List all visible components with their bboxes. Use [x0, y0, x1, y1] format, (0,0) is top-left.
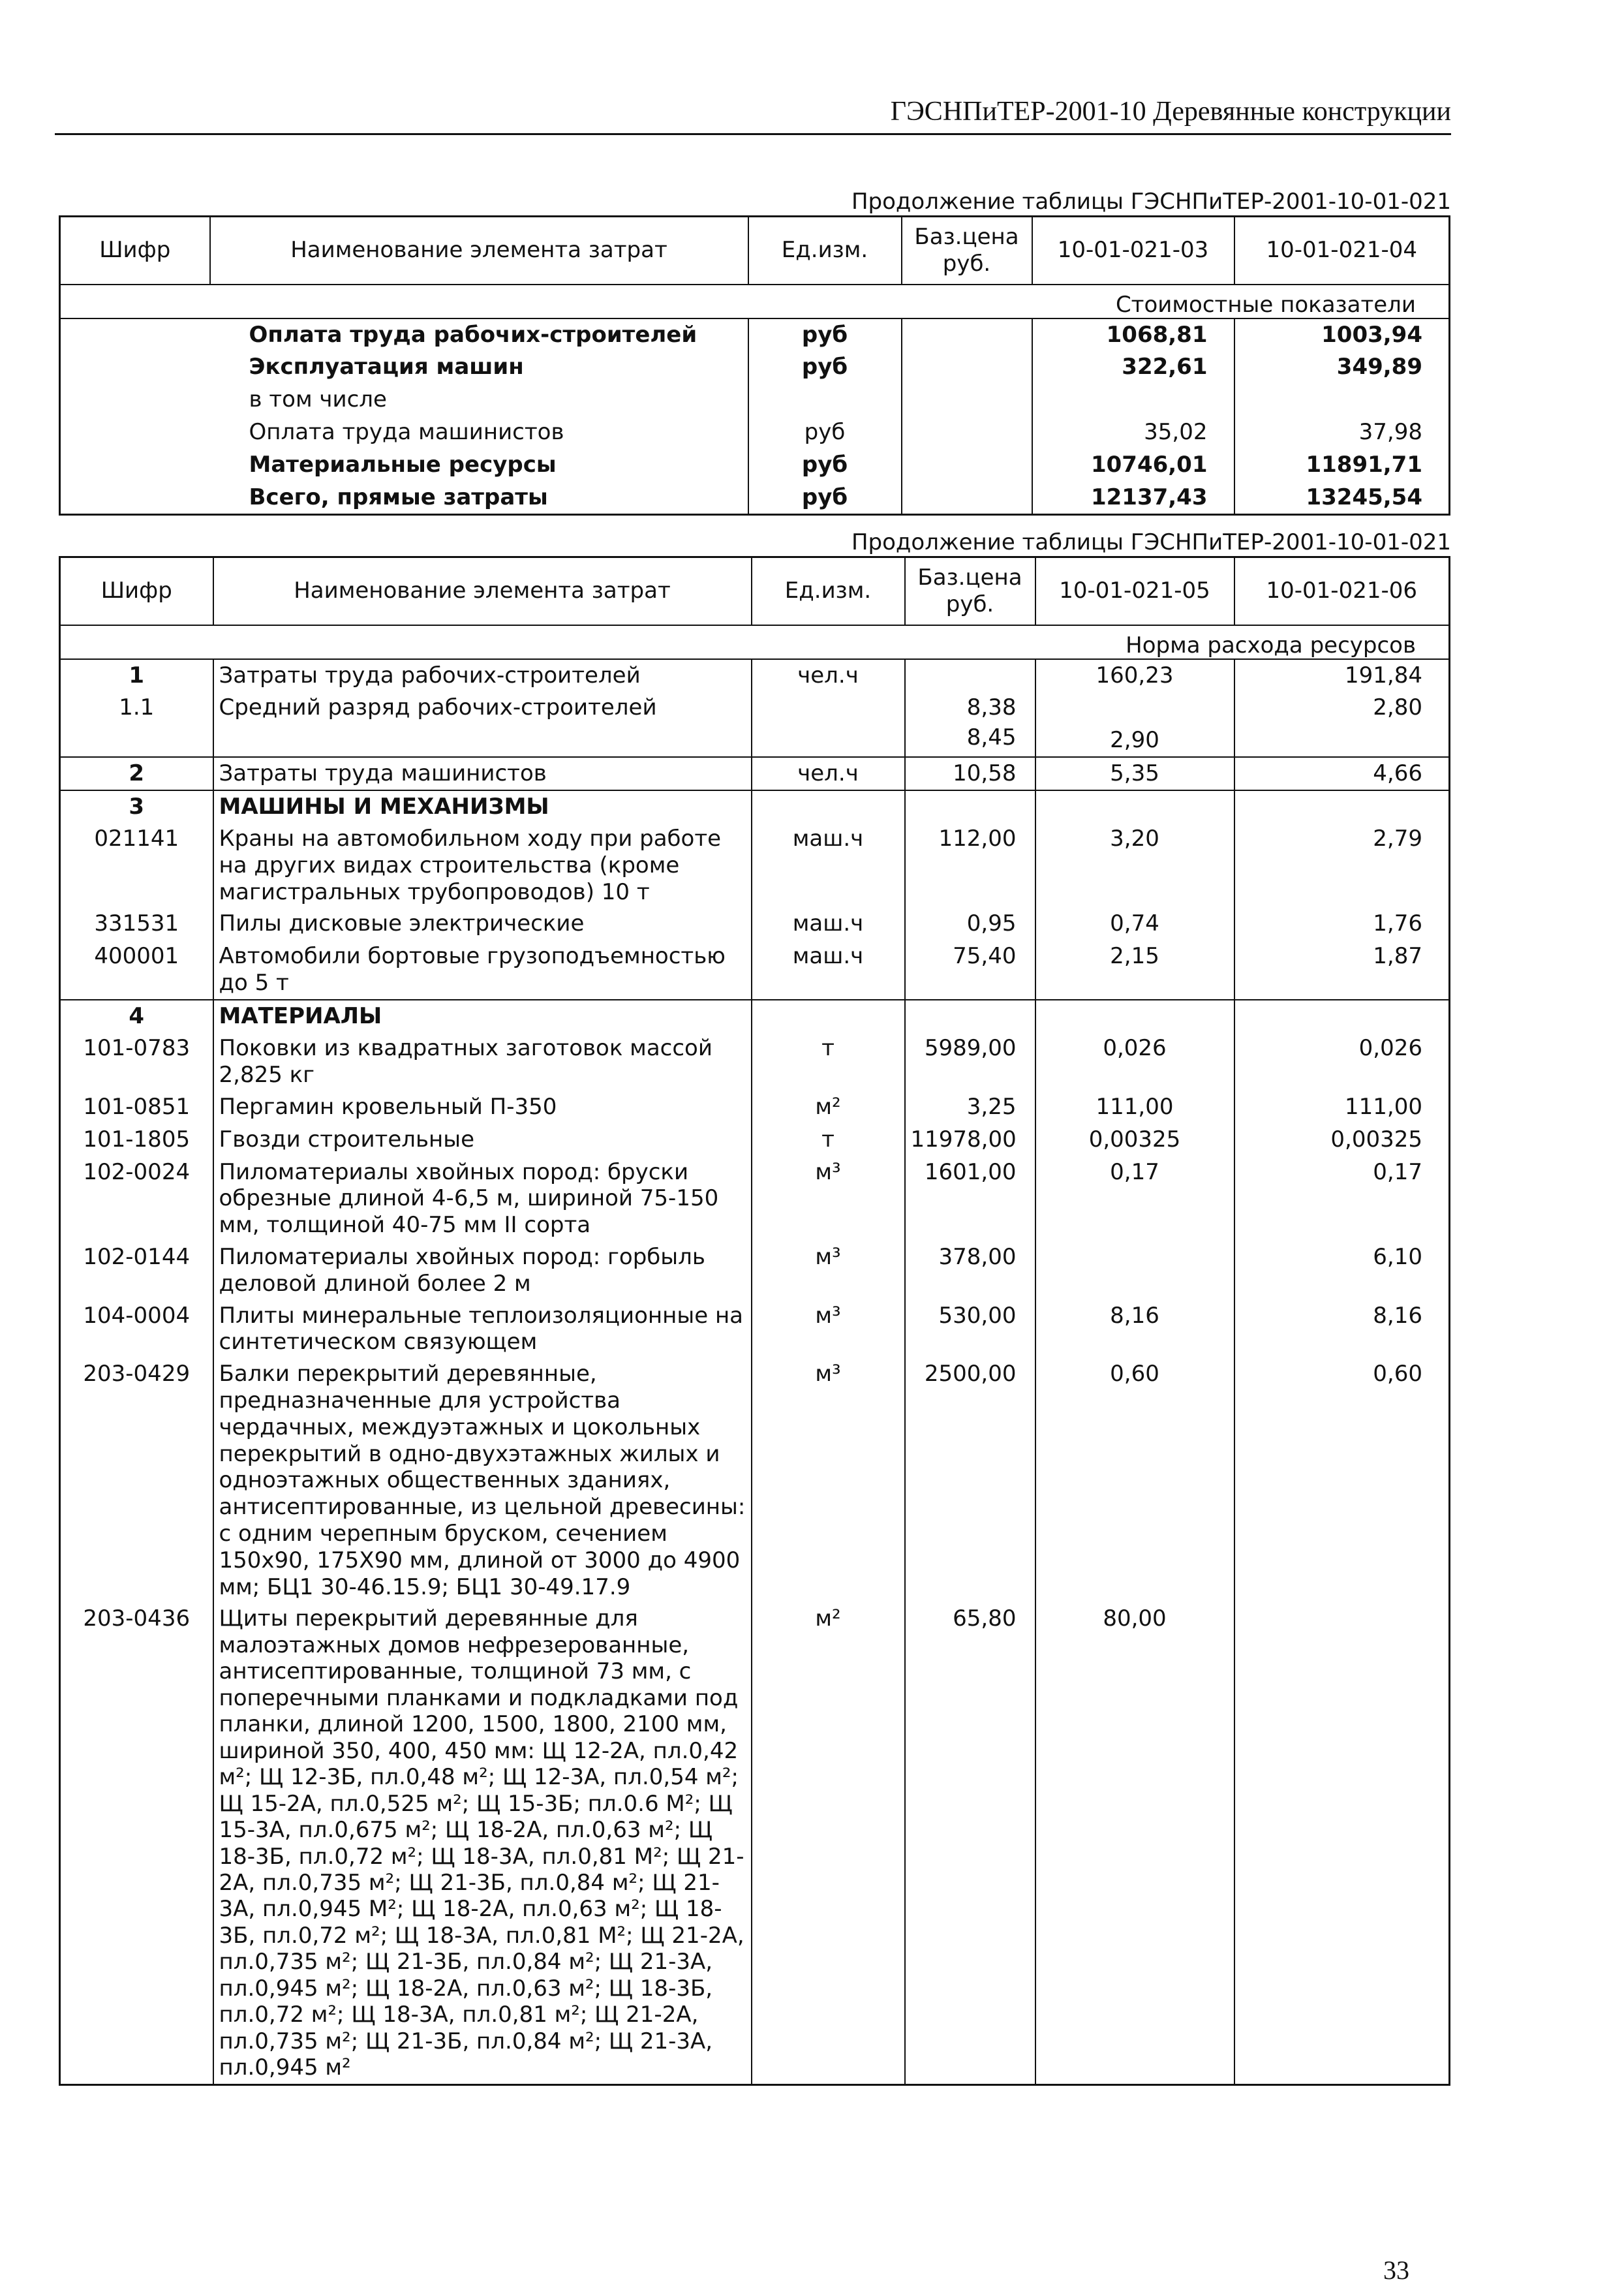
row-name: Оплата труда машинистов	[210, 416, 748, 449]
row-price: 8,38	[905, 692, 1035, 724]
row-unit	[752, 724, 905, 757]
row-name: Эксплуатация машин	[210, 351, 748, 384]
row-name: МАШИНЫ И МЕХАНИЗМЫ	[213, 790, 752, 823]
row-value-1	[1035, 1000, 1234, 1032]
row-value-1: 3,20	[1035, 823, 1234, 908]
row-value-1	[1035, 790, 1234, 823]
row-value-2: 0,026	[1358, 1035, 1422, 1062]
row-price: 10,58	[905, 757, 1035, 790]
row-name: МАТЕРИАЛЫ	[213, 1000, 752, 1032]
row-value-1: 12137,43	[1032, 482, 1234, 514]
col-header-name: Наименование элемента затрат	[213, 557, 752, 625]
row-price: 530,00	[905, 1300, 1035, 1359]
row-value-1: 0,026	[1035, 1032, 1234, 1091]
row-value-2: 191,84	[1234, 659, 1450, 692]
row-price: 65,80	[905, 1603, 1035, 2084]
col-header-v2: 10-01-021-04	[1234, 217, 1450, 285]
row-price	[902, 384, 1032, 416]
row-name: Щиты перекрытий деревянные для малоэтажных домов нефрезерованные, антисептированные, толщиной 73 мм, с поперечными планками и подкладками под планки, длиной 1200, 1500, 1800, 2100 мм, шириной 350, 400, 450 мм: Щ 12-2А, пл.0,42 м²; Щ 12-3Б, пл.0,48 м²; Щ 12-3А, пл.0,54 м²; Щ 15-2А, пл.0,525 м²; Щ 15-3Б; пл.0.6 М²; Щ 15-3А, пл.0,675 м²; Щ 18-2А, пл.0,63 м²; Щ 18-3Б, пл.0,72 м²; Щ 18-3А, пл.0,81 М²; Щ 21-2А, пл.0,735 м²; Щ 21-3Б, пл.0,84 м²; Щ 21-3А, пл.0,945 М²; Щ 18-2А, пл.0,63 м²; Щ 18-3Б, пл.0,72 м²; Щ 18-3А, пл.0,81 М²; Щ 21-2А, пл.0,735 м²; Щ 21-3Б, пл.0,84 м²; Щ 21-3А, пл.0,945 м²; Щ 18-2А, пл.0,63 м²; Щ 18-3Б, пл.0,72 м²; Щ 18-3А, пл.0,81 м²; Щ 21-2А, пл.0,735 м²; Щ 21-3Б, пл.0,84 м²; Щ 21-3А, пл.0,945 м²	[213, 1603, 752, 2084]
table-row	[60, 449, 1450, 482]
row-value-2: 0,17	[1373, 1158, 1422, 1185]
row-unit: маш.ч	[752, 908, 905, 940]
row-code: 203-0429	[60, 1358, 213, 1603]
row-value-2: 0,00325	[1330, 1126, 1422, 1153]
row-price	[902, 318, 1032, 351]
row-value-1: 111,00	[1035, 1091, 1234, 1124]
row-value-2: 349,89	[1336, 354, 1422, 380]
row-name: Пергамин кровельный П-350	[213, 1091, 752, 1124]
table-row	[60, 1603, 1450, 2084]
row-price: 11978,00	[905, 1124, 1035, 1156]
row-name: Балки перекрытий деревянные, предназначенные для устройства чердачных, междуэтажных и цокольных перекрытий в одно-двухэтажных жилых и одноэтажных общественных зданиях, антисептированные, из цельной древесины: с одним черепным бруском, сечением 150х90, 175Х90 мм, длиной от 3000 до 4900 мм; БЦ1 30-46.15.9; БЦ1 30-49.17.9	[213, 1358, 752, 1603]
row-value-2	[1234, 384, 1450, 416]
row-value-1: 0,17	[1035, 1156, 1234, 1241]
row-value-1: 2,90	[1035, 724, 1234, 757]
row-price	[902, 351, 1032, 384]
table-row	[60, 1358, 1450, 1603]
row-code: 102-0024	[60, 1156, 213, 1241]
section-label: Норма расхода ресурсов	[60, 625, 1450, 660]
row-value-2	[1234, 724, 1450, 757]
row-code: 1	[60, 659, 213, 692]
row-unit: чел.ч	[752, 659, 905, 692]
row-code: 1.1	[60, 692, 213, 724]
row-unit: м³	[752, 1300, 905, 1359]
row-value-2: 8,16	[1373, 1302, 1422, 1329]
row-code	[60, 449, 210, 482]
row-unit: маш.ч	[752, 940, 905, 1000]
row-name: Средний разряд рабочих-строителей	[213, 692, 752, 724]
col-header-unit: Ед.изм.	[748, 217, 902, 285]
resource-table	[59, 556, 1450, 2086]
row-value-2: 1003,94	[1321, 322, 1422, 348]
row-price	[902, 449, 1032, 482]
row-value-2: 1,76	[1373, 910, 1422, 937]
row-value-1	[1035, 692, 1234, 724]
row-name: Всего, прямые затраты	[210, 482, 748, 514]
row-name: Пиломатериалы хвойных пород: горбыль деловой длиной более 2 м	[213, 1241, 752, 1300]
row-value-1: 0,60	[1035, 1358, 1234, 1603]
table-row	[60, 908, 1450, 940]
row-price: 2500,00	[905, 1358, 1035, 1603]
table-row	[60, 790, 1450, 823]
row-value-1: 322,61	[1032, 351, 1234, 384]
table-row	[60, 1241, 1450, 1300]
row-code: 104-0004	[60, 1300, 213, 1359]
row-unit: м³	[752, 1156, 905, 1241]
row-price	[902, 416, 1032, 449]
table-row	[60, 1000, 1450, 1032]
table-row	[60, 1124, 1450, 1156]
row-name: Затраты труда рабочих-строителей	[213, 659, 752, 692]
row-code	[60, 384, 210, 416]
table-row	[60, 1032, 1450, 1091]
row-unit	[752, 692, 905, 724]
table-row	[60, 318, 1450, 351]
row-unit: м³	[752, 1241, 905, 1300]
table-row	[60, 1156, 1450, 1241]
row-code: 2	[60, 757, 213, 790]
col-header-price: Баз.цена руб.	[902, 217, 1032, 285]
table-row	[60, 1091, 1450, 1124]
row-value-1: 10746,01	[1032, 449, 1234, 482]
row-name: Пилы дисковые электрические	[213, 908, 752, 940]
row-price: 8,45	[905, 724, 1035, 757]
row-value-2: 4,66	[1234, 757, 1450, 790]
row-price: 378,00	[905, 1241, 1035, 1300]
row-value-1: 2,15	[1035, 940, 1234, 1000]
row-code	[60, 482, 210, 514]
table-row	[60, 416, 1450, 449]
row-value-2: 6,10	[1373, 1244, 1422, 1271]
row-name: Автомобили бортовые грузоподъемностью до 5 т	[213, 940, 752, 1000]
row-value-1	[1032, 384, 1234, 416]
table-row	[60, 757, 1450, 790]
row-code: 203-0436	[60, 1603, 213, 2084]
row-unit: м²	[752, 1091, 905, 1124]
row-unit: руб	[748, 449, 902, 482]
col-header-price: Баз.цена руб.	[905, 557, 1035, 625]
row-name: Краны на автомобильном ходу при работе на других видах строительства (кроме магистральных трубопроводов) 10 т	[213, 823, 752, 908]
table-row	[60, 482, 1450, 514]
row-code	[60, 416, 210, 449]
row-value-1: 80,00	[1035, 1603, 1234, 2084]
row-value-1: 160,23	[1035, 659, 1234, 692]
table-row	[60, 940, 1450, 1000]
row-value-2	[1234, 790, 1450, 823]
row-value-2: 2,79	[1373, 826, 1422, 852]
row-value-1: 0,00325	[1035, 1124, 1234, 1156]
row-price: 5989,00	[905, 1032, 1035, 1091]
row-code: 4	[60, 1000, 213, 1032]
row-name: Затраты труда машинистов	[213, 757, 752, 790]
row-name: Материальные ресурсы	[210, 449, 748, 482]
row-price: 0,95	[905, 908, 1035, 940]
row-value-1: 5,35	[1035, 757, 1234, 790]
row-code: 331531	[60, 908, 213, 940]
table-row	[60, 724, 1450, 757]
row-code: 400001	[60, 940, 213, 1000]
row-code: 101-0851	[60, 1091, 213, 1124]
row-name: Плиты минеральные теплоизоляционные на синтетическом связующем	[213, 1300, 752, 1359]
row-value-2: 13245,54	[1306, 484, 1422, 511]
page-header: ГЭСНПиТЕР-2001-10 Деревянные конструкции	[55, 98, 1451, 135]
table-row	[60, 823, 1450, 908]
row-value-1: 8,16	[1035, 1300, 1234, 1359]
row-price	[905, 790, 1035, 823]
row-value-2: 1,87	[1373, 943, 1422, 970]
row-unit: м³	[752, 1358, 905, 1603]
row-name: в том числе	[210, 384, 748, 416]
row-unit: т	[752, 1032, 905, 1091]
row-value-2: 2,80	[1373, 694, 1422, 721]
col-header-v1: 10-01-021-05	[1035, 557, 1234, 625]
row-value-2: 0,60	[1373, 1361, 1422, 1387]
row-code: 021141	[60, 823, 213, 908]
row-code: 101-0783	[60, 1032, 213, 1091]
row-price: 3,25	[905, 1091, 1035, 1124]
row-name: Оплата труда рабочих-строителей	[210, 318, 748, 351]
table2-caption: Продолжение таблицы ГЭСНПиТЕР-2001-10-01-021	[851, 529, 1451, 555]
row-unit: руб	[748, 351, 902, 384]
col-header-unit: Ед.изм.	[752, 557, 905, 625]
row-price: 75,40	[905, 940, 1035, 1000]
row-name: Поковки из квадратных заготовок массой 2,825 кг	[213, 1032, 752, 1091]
row-unit	[748, 384, 902, 416]
row-code: 101-1805	[60, 1124, 213, 1156]
row-unit: руб	[748, 318, 902, 351]
cost-table	[59, 215, 1450, 516]
row-value-2	[1234, 1603, 1450, 2084]
row-price: 112,00	[905, 823, 1035, 908]
row-code: 102-0144	[60, 1241, 213, 1300]
row-price	[905, 659, 1035, 692]
row-unit: м²	[752, 1603, 905, 2084]
row-value-1	[1035, 1241, 1234, 1300]
row-value-2	[1234, 1000, 1450, 1032]
row-unit: руб	[748, 416, 902, 449]
row-code	[60, 318, 210, 351]
row-code: 3	[60, 790, 213, 823]
section-label: Стоимостные показатели	[60, 285, 1450, 319]
row-value-1: 0,74	[1035, 908, 1234, 940]
page-number: 33	[1383, 2255, 1409, 2285]
table-row	[60, 1300, 1450, 1359]
row-price: 1601,00	[905, 1156, 1035, 1241]
row-price	[902, 482, 1032, 514]
row-code	[60, 724, 213, 757]
col-header-name: Наименование элемента затрат	[210, 217, 748, 285]
row-name	[213, 724, 752, 757]
row-unit: маш.ч	[752, 823, 905, 908]
col-header-v2: 10-01-021-06	[1234, 557, 1450, 625]
row-value-2: 37,98	[1358, 419, 1422, 446]
row-value-1: 1068,81	[1032, 318, 1234, 351]
row-name: Пиломатериалы хвойных пород: бруски обрезные длиной 4-6,5 м, шириной 75-150 мм, толщиной 40-75 мм II сорта	[213, 1156, 752, 1241]
table-row	[60, 692, 1450, 724]
row-value-2: 11891,71	[1306, 452, 1422, 478]
row-price	[905, 1000, 1035, 1032]
row-value-2: 111,00	[1345, 1093, 1422, 1120]
row-code	[60, 351, 210, 384]
row-name: Гвозди строительные	[213, 1124, 752, 1156]
row-unit: т	[752, 1124, 905, 1156]
table-row	[60, 659, 1450, 692]
row-unit: чел.ч	[752, 757, 905, 790]
row-value-1: 35,02	[1032, 416, 1234, 449]
row-unit: руб	[748, 482, 902, 514]
table-row	[60, 384, 1450, 416]
col-header-code: Шифр	[60, 217, 210, 285]
col-header-code: Шифр	[60, 557, 213, 625]
col-header-v1: 10-01-021-03	[1032, 217, 1234, 285]
row-unit	[752, 1000, 905, 1032]
table-row	[60, 351, 1450, 384]
row-unit	[752, 790, 905, 823]
table1-caption: Продолжение таблицы ГЭСНПиТЕР-2001-10-01-021	[851, 189, 1451, 215]
